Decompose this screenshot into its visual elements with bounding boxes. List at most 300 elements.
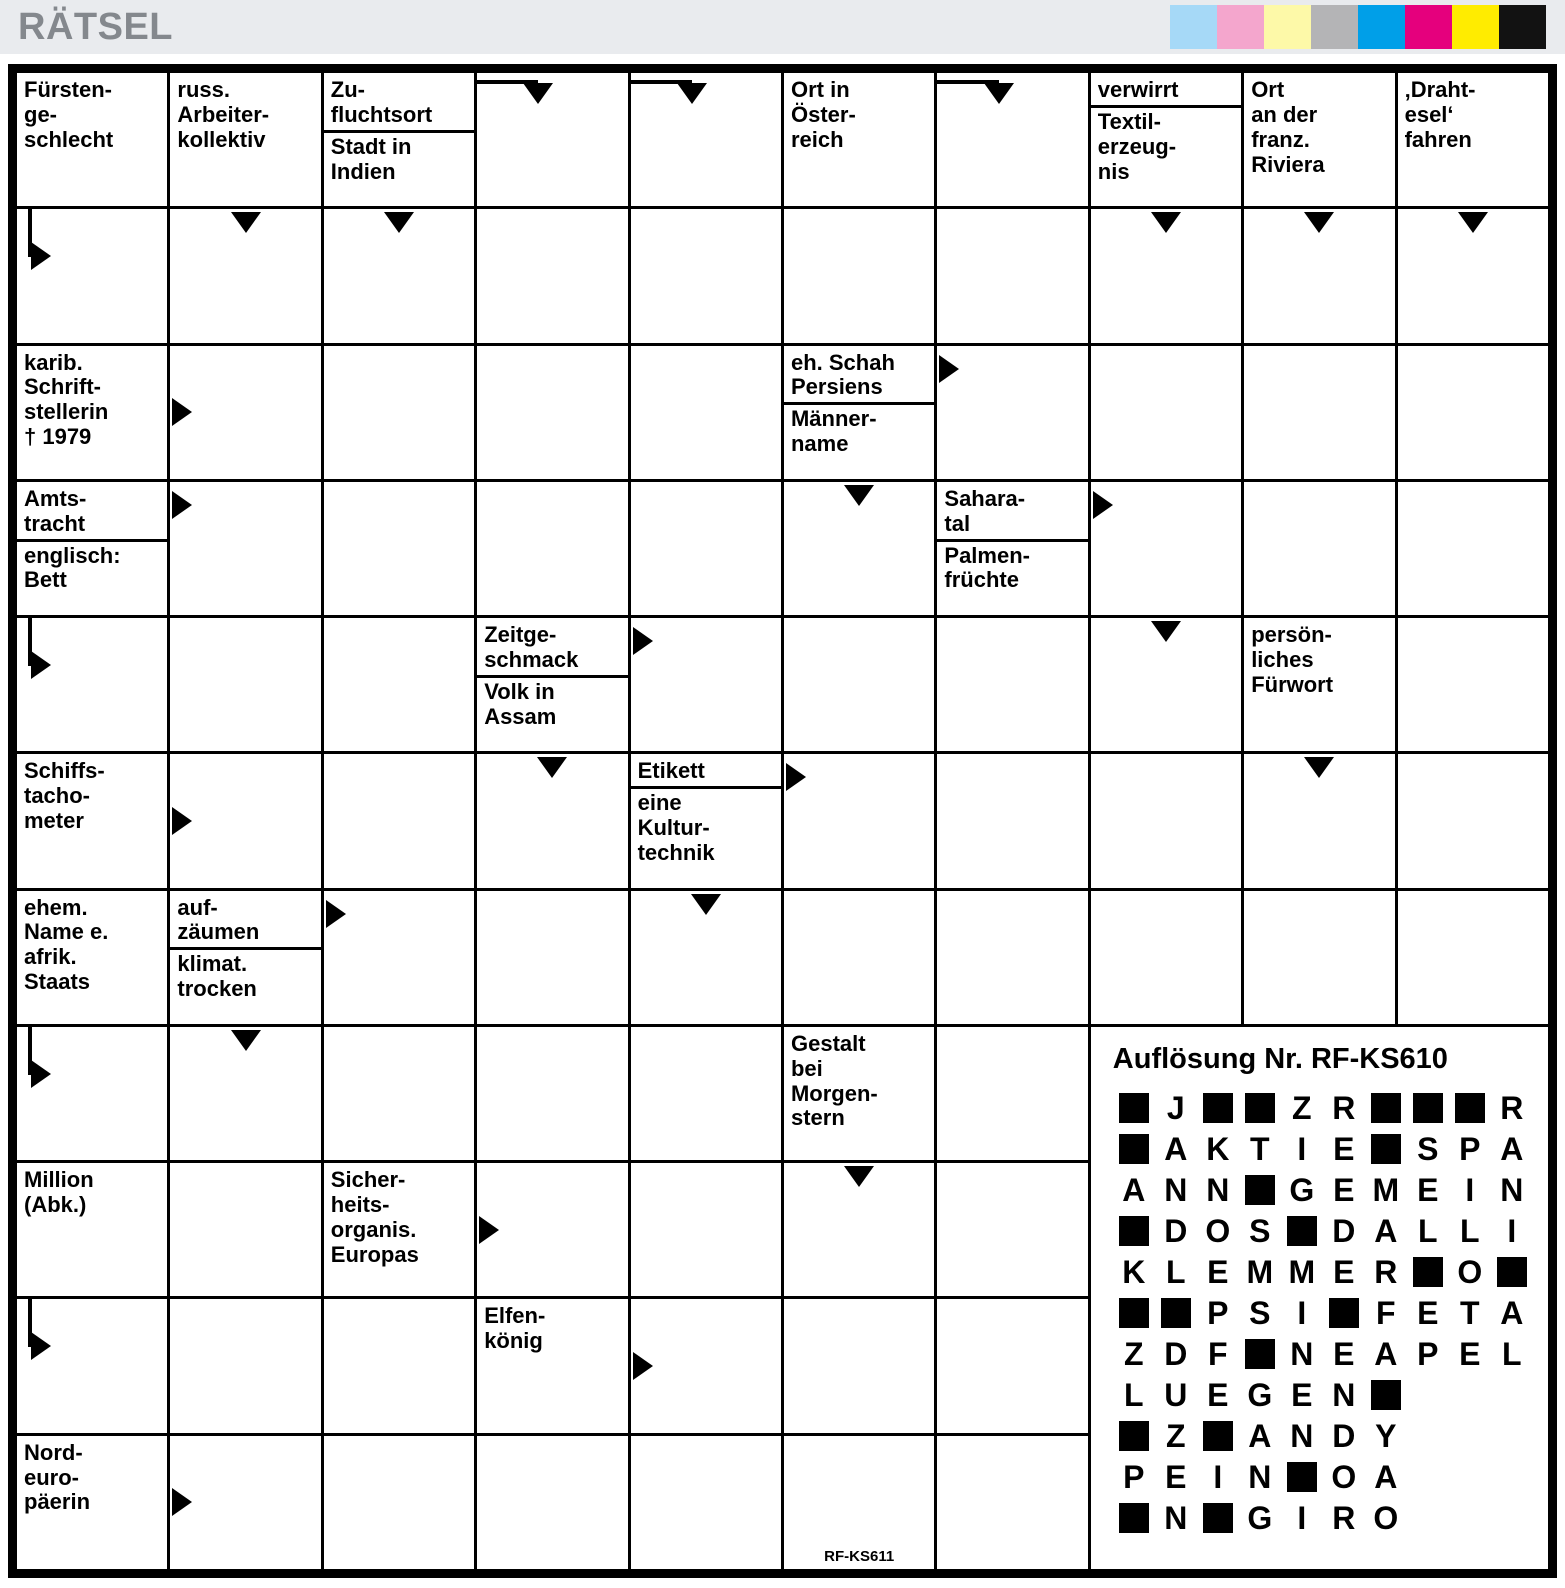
solution-letter: A (1374, 1458, 1398, 1495)
clue-part (24, 543, 160, 595)
solution-letter: O (1331, 1458, 1357, 1495)
solution-square-cell (1407, 1252, 1449, 1293)
solution-row (1113, 1129, 1540, 1170)
crossword-grid (8, 64, 1557, 1578)
answer-cell[interactable] (324, 1299, 474, 1432)
clue-text: tracht (24, 510, 86, 536)
answer-cell[interactable] (937, 1299, 1087, 1432)
clue-part (24, 1167, 160, 1219)
clue-text: † 1979 (24, 424, 92, 450)
solution-letter: M (1288, 1253, 1316, 1290)
solution-letter: E (1417, 1294, 1439, 1331)
bent-arrow-head (31, 1060, 51, 1088)
clue-text: Million (24, 1167, 94, 1193)
clue-text: fahren (1404, 126, 1472, 152)
clue-divider (170, 947, 320, 950)
clue-text: ehem. (24, 894, 88, 920)
clue-text: schlecht (24, 126, 114, 152)
clue-part (1098, 77, 1234, 104)
bent-arrow-head (31, 1332, 51, 1360)
clue-text: ‚Draht- (1404, 77, 1476, 102)
clue-text: bei (790, 1055, 823, 1081)
clue-text: heits- (330, 1192, 390, 1218)
answer-cell[interactable] (324, 346, 474, 479)
answer-cell[interactable] (477, 1436, 627, 1569)
solution-square-cell (1365, 1375, 1407, 1416)
clue-text: Fürwort (1251, 671, 1334, 697)
clue-text: auf- (177, 894, 218, 920)
clue-text: Öster- (790, 101, 856, 127)
clue-divider (937, 539, 1087, 542)
answer-cell[interactable] (937, 618, 1087, 751)
clue-part (638, 758, 774, 785)
solution-box (1091, 1027, 1548, 1569)
answer-cell[interactable] (477, 209, 627, 342)
solution-square-cell (1407, 1088, 1449, 1129)
clue-text: Assam (484, 703, 557, 729)
clue-text: Persiens (790, 374, 883, 400)
answer-cell[interactable] (1091, 891, 1241, 1024)
solution-letter: Z (1292, 1089, 1312, 1126)
answer-cell[interactable] (170, 618, 320, 751)
down-arrow-icon (231, 212, 261, 233)
clue-cell (1244, 73, 1394, 206)
clue-text: afrik. (24, 944, 77, 970)
clue-text: Sahara- (944, 485, 1026, 511)
solution-letter: E (1333, 1171, 1355, 1208)
color-swatch (1264, 5, 1311, 49)
answer-cell[interactable] (1244, 346, 1394, 479)
answer-cell[interactable] (784, 1299, 934, 1432)
solution-letter: D (1332, 1212, 1356, 1249)
clue-cell (17, 482, 167, 615)
solution-letter: E (1165, 1458, 1187, 1495)
right-arrow-icon (1093, 491, 1113, 519)
answer-cell[interactable] (170, 482, 320, 615)
answer-cell[interactable] (17, 618, 167, 751)
clue-text: eh. Schah (790, 349, 895, 375)
answer-cell[interactable] (170, 1027, 320, 1160)
clue-divider (784, 402, 934, 405)
clue-text: nis (1097, 158, 1130, 184)
answer-cell[interactable] (170, 1299, 320, 1432)
right-arrow-icon (633, 627, 653, 655)
clue-text: ge- (24, 101, 57, 127)
answer-cell[interactable] (784, 1436, 934, 1569)
solution-letter: A (1500, 1294, 1524, 1331)
solution-square-cell (1113, 1088, 1155, 1129)
clue-part (1098, 109, 1234, 186)
clue-part (484, 1303, 620, 1355)
clue-text: Indien (330, 158, 396, 184)
answer-cell[interactable] (937, 1436, 1087, 1569)
answer-cell[interactable] (170, 1436, 320, 1569)
solution-black-square (1287, 1462, 1317, 1492)
solution-letter: N (1290, 1335, 1314, 1372)
clue-cell (784, 346, 934, 479)
solution-letter: P (1417, 1335, 1439, 1372)
right-arrow-icon (786, 763, 806, 791)
solution-letter: S (1249, 1212, 1271, 1249)
clue-text: technik (637, 839, 715, 865)
solution-letter: L (1418, 1212, 1438, 1249)
solution-letter: A (1374, 1335, 1398, 1372)
answer-cell[interactable] (784, 891, 934, 1024)
solution-black-square (1119, 1421, 1149, 1451)
clue-text: Stadt in (330, 133, 412, 159)
right-arrow-icon (326, 900, 346, 928)
solution-letter: S (1249, 1294, 1271, 1331)
solution-grid (1113, 1088, 1540, 1539)
answer-cell[interactable] (170, 1163, 320, 1296)
solution-letter: D (1164, 1335, 1188, 1372)
clue-text: Zeitge- (484, 622, 557, 648)
solution-black-square (1203, 1503, 1233, 1533)
solution-letter: A (1164, 1130, 1188, 1167)
clue-cell (1244, 618, 1394, 751)
answer-cell[interactable] (784, 1163, 934, 1296)
solution-row (1113, 1252, 1540, 1293)
solution-letter: I (1465, 1171, 1475, 1208)
color-swatch (1311, 5, 1358, 49)
answer-cell[interactable] (477, 754, 627, 887)
puzzle-code: RF-KS611 (824, 1547, 895, 1565)
clue-text: Nord- (24, 1439, 83, 1465)
answer-cell[interactable] (937, 209, 1087, 342)
clue-cell (477, 1299, 627, 1432)
solution-square-cell (1365, 1129, 1407, 1170)
clue-part (24, 350, 160, 451)
solution-letter: O (1373, 1499, 1399, 1536)
clue-text: esel‘ (1404, 101, 1454, 127)
solution-square-cell (1239, 1334, 1281, 1375)
solution-letter: O (1457, 1253, 1483, 1290)
solution-letter: E (1333, 1335, 1355, 1372)
clue-cell (937, 482, 1087, 615)
clue-part (177, 77, 313, 154)
answer-cell[interactable] (170, 754, 320, 887)
answer-cell[interactable] (1398, 209, 1548, 342)
clue-cell (170, 73, 320, 206)
answer-cell[interactable] (324, 891, 474, 1024)
clue-cell (784, 73, 934, 206)
solution-row (1113, 1211, 1540, 1252)
clue-part (177, 951, 313, 1003)
solution-black-square (1371, 1093, 1401, 1123)
down-arrow-icon (231, 1030, 261, 1051)
down-arrow-icon (844, 485, 874, 506)
clue-part (331, 77, 467, 129)
clue-divider (324, 130, 474, 133)
solution-letter: I (1507, 1212, 1517, 1249)
answer-cell[interactable] (17, 209, 167, 342)
solution-black-square (1287, 1216, 1317, 1246)
clue-text: karib. (24, 349, 83, 375)
color-swatch (1170, 5, 1217, 49)
solution-square-cell (1113, 1211, 1155, 1252)
clue-text: Schiffs- (24, 758, 105, 784)
clue-cell (17, 346, 167, 479)
clue-text: Ort (1251, 77, 1285, 102)
clue-part (484, 622, 620, 674)
clue-part (1251, 622, 1387, 699)
answer-cell[interactable] (1244, 754, 1394, 887)
answer-cell[interactable] (937, 891, 1087, 1024)
answer-cell[interactable] (324, 209, 474, 342)
solution-letter: R (1332, 1089, 1356, 1126)
page-header (0, 0, 1565, 54)
solution-square-cell (1113, 1498, 1155, 1539)
solution-letter: I (1213, 1458, 1223, 1495)
answer-cell[interactable] (170, 346, 320, 479)
solution-row (1113, 1457, 1540, 1498)
solution-letter: D (1332, 1417, 1356, 1454)
clue-text: Staats (24, 969, 91, 995)
solution-black-square (1161, 1298, 1191, 1328)
clue-text: Europas (330, 1241, 419, 1267)
solution-letter: N (1164, 1171, 1188, 1208)
solution-row (1113, 1170, 1540, 1211)
answer-cell[interactable] (631, 209, 781, 342)
clue-part (24, 895, 160, 996)
color-swatch (1405, 5, 1452, 49)
answer-cell[interactable] (631, 346, 781, 479)
solution-square-cell (1365, 1088, 1407, 1129)
clue-part (177, 895, 313, 947)
bent-right-arrow-icon (28, 1299, 68, 1365)
answer-cell[interactable] (937, 754, 1087, 887)
solution-letter: L (1460, 1212, 1480, 1249)
clue-cell (170, 891, 320, 1024)
clue-text: liches (1251, 646, 1314, 672)
answer-cell[interactable] (1244, 482, 1394, 615)
solution-square-cell (1323, 1293, 1365, 1334)
answer-cell[interactable] (477, 1163, 627, 1296)
answer-cell[interactable] (477, 482, 627, 615)
clue-part (24, 1440, 160, 1517)
answer-cell[interactable] (1398, 891, 1548, 1024)
solution-row (1113, 1293, 1540, 1334)
answer-cell[interactable] (1091, 209, 1241, 342)
clue-part (24, 77, 160, 154)
answer-cell[interactable] (1244, 891, 1394, 1024)
clue-text: persön- (1251, 622, 1332, 648)
solution-row (1113, 1088, 1540, 1129)
answer-cell[interactable] (324, 482, 474, 615)
color-calibration-bar (1170, 5, 1546, 49)
solution-black-square (1203, 1093, 1233, 1123)
solution-title: Auflösung Nr. RF-KS610 (1112, 1042, 1448, 1075)
clue-text: name (790, 431, 849, 457)
clue-text: Amts- (24, 485, 87, 511)
clue-text: fluchtsort (330, 101, 433, 127)
clue-text: schmack (484, 646, 579, 672)
answer-cell[interactable] (937, 73, 1087, 206)
solution-row (1113, 1416, 1540, 1457)
answer-cell[interactable] (170, 209, 320, 342)
bent-arrow-head (984, 83, 1014, 104)
bent-arrow-head (31, 242, 51, 270)
right-arrow-icon (172, 807, 192, 835)
answer-cell[interactable] (784, 754, 934, 887)
answer-cell[interactable] (784, 618, 934, 751)
solution-letter: L (1124, 1376, 1144, 1413)
bent-arrow-head (31, 651, 51, 679)
answer-cell[interactable] (631, 618, 781, 751)
solution-square-cell (1281, 1211, 1323, 1252)
solution-black-square (1413, 1093, 1443, 1123)
solution-black-square (1119, 1134, 1149, 1164)
solution-letter: I (1297, 1499, 1307, 1536)
solution-square-cell (1281, 1457, 1323, 1498)
clue-part (331, 1167, 467, 1268)
solution-letter: O (1205, 1212, 1231, 1249)
answer-cell[interactable] (477, 891, 627, 1024)
solution-letter: E (1333, 1253, 1355, 1290)
solution-black-square (1371, 1134, 1401, 1164)
clue-text: (Abk.) (24, 1192, 87, 1218)
answer-cell[interactable] (324, 618, 474, 751)
answer-cell[interactable] (937, 1027, 1087, 1160)
answer-cell[interactable] (1091, 754, 1241, 887)
answer-cell[interactable] (1398, 482, 1548, 615)
answer-cell[interactable] (1244, 209, 1394, 342)
down-arrow-icon (1458, 212, 1488, 233)
answer-cell[interactable] (1091, 346, 1241, 479)
clue-text: päerin (24, 1489, 91, 1515)
solution-square-cell (1197, 1088, 1239, 1129)
clue-text: Name e. (24, 919, 109, 945)
answer-cell[interactable] (631, 482, 781, 615)
solution-letter: K (1206, 1130, 1230, 1167)
answer-cell[interactable] (324, 1436, 474, 1569)
solution-letter: N (1500, 1171, 1524, 1208)
clue-text: eine (637, 790, 682, 816)
answer-cell[interactable] (631, 1299, 781, 1432)
down-arrow-icon (691, 894, 721, 915)
solution-letter: I (1297, 1294, 1307, 1331)
solution-black-square (1413, 1257, 1443, 1287)
clue-text: Volk in (484, 678, 555, 704)
solution-letter: P (1207, 1294, 1229, 1331)
answer-cell[interactable] (477, 73, 627, 206)
clue-cell (17, 1163, 167, 1296)
solution-letter: E (1207, 1376, 1229, 1413)
answer-cell[interactable] (1398, 346, 1548, 479)
clue-part (331, 134, 467, 186)
clue-text: Männer- (790, 406, 877, 432)
solution-letter: L (1502, 1335, 1522, 1372)
solution-letter: E (1459, 1335, 1481, 1372)
answer-cell[interactable] (324, 1027, 474, 1160)
answer-cell[interactable] (631, 1027, 781, 1160)
answer-cell[interactable] (477, 1027, 627, 1160)
solution-letter: A (1248, 1417, 1272, 1454)
clue-text: Kultur- (637, 815, 710, 841)
answer-cell[interactable] (324, 754, 474, 887)
bent-down-arrow-icon (631, 80, 706, 114)
solution-black-square (1119, 1216, 1149, 1246)
clue-text: Zu- (330, 77, 365, 102)
answer-cell[interactable] (17, 1027, 167, 1160)
answer-cell[interactable] (631, 1163, 781, 1296)
solution-row (1113, 1334, 1540, 1375)
solution-row (1113, 1498, 1540, 1539)
clue-text: euro- (24, 1464, 79, 1490)
down-arrow-icon (1304, 212, 1334, 233)
page-title: RÄTSEL (18, 6, 173, 48)
solution-square-cell (1449, 1088, 1491, 1129)
solution-letter: G (1247, 1376, 1273, 1413)
bent-right-arrow-icon (28, 1027, 68, 1093)
color-swatch (1217, 5, 1264, 49)
bent-right-arrow-icon (28, 618, 68, 684)
bent-down-arrow-icon (937, 80, 1012, 114)
answer-cell[interactable] (17, 1299, 167, 1432)
clue-text: zäumen (177, 919, 260, 945)
solution-square-cell (1491, 1252, 1533, 1293)
solution-square-cell (1197, 1498, 1239, 1539)
answer-cell[interactable] (1091, 618, 1241, 751)
answer-cell[interactable] (784, 482, 934, 615)
down-arrow-icon (537, 757, 567, 778)
answer-cell[interactable] (631, 73, 781, 206)
clue-text: könig (484, 1328, 543, 1354)
solution-letter: N (1332, 1376, 1356, 1413)
clue-divider (1091, 105, 1241, 108)
clue-part (791, 350, 927, 402)
solution-black-square (1119, 1093, 1149, 1123)
down-arrow-icon (384, 212, 414, 233)
answer-cell[interactable] (631, 1436, 781, 1569)
solution-letter: L (1166, 1253, 1186, 1290)
answer-cell[interactable] (937, 346, 1087, 479)
right-arrow-icon (172, 491, 192, 519)
clue-part (791, 1031, 927, 1132)
right-arrow-icon (172, 1488, 192, 1516)
answer-cell[interactable] (1398, 618, 1548, 751)
answer-cell[interactable] (477, 346, 627, 479)
clue-text: Sicher- (330, 1167, 406, 1193)
clue-cell (17, 73, 167, 206)
down-arrow-icon (1151, 212, 1181, 233)
answer-cell[interactable] (1091, 482, 1241, 615)
clue-text: organis. (330, 1216, 417, 1242)
bent-arrow-head (523, 83, 553, 104)
answer-cell[interactable] (784, 209, 934, 342)
clue-text: Arbeiter- (177, 101, 270, 127)
solution-letter: E (1291, 1376, 1313, 1413)
clue-cell (324, 1163, 474, 1296)
solution-black-square (1329, 1298, 1359, 1328)
clue-text: stellerin (24, 399, 109, 425)
solution-letter: P (1459, 1130, 1481, 1167)
clue-part (484, 679, 620, 731)
answer-cell[interactable] (1398, 754, 1548, 887)
solution-letter: E (1417, 1171, 1439, 1208)
solution-black-square (1203, 1421, 1233, 1451)
clue-text: Schrift- (24, 374, 101, 400)
solution-letter: Z (1124, 1335, 1144, 1372)
clue-text: russ. (177, 77, 230, 102)
solution-letter: G (1247, 1499, 1273, 1536)
answer-cell[interactable] (937, 1163, 1087, 1296)
clue-text: stern (790, 1105, 845, 1131)
answer-cell[interactable] (631, 891, 781, 1024)
solution-black-square (1245, 1093, 1275, 1123)
solution-black-square (1497, 1257, 1527, 1287)
clue-part (791, 77, 927, 154)
